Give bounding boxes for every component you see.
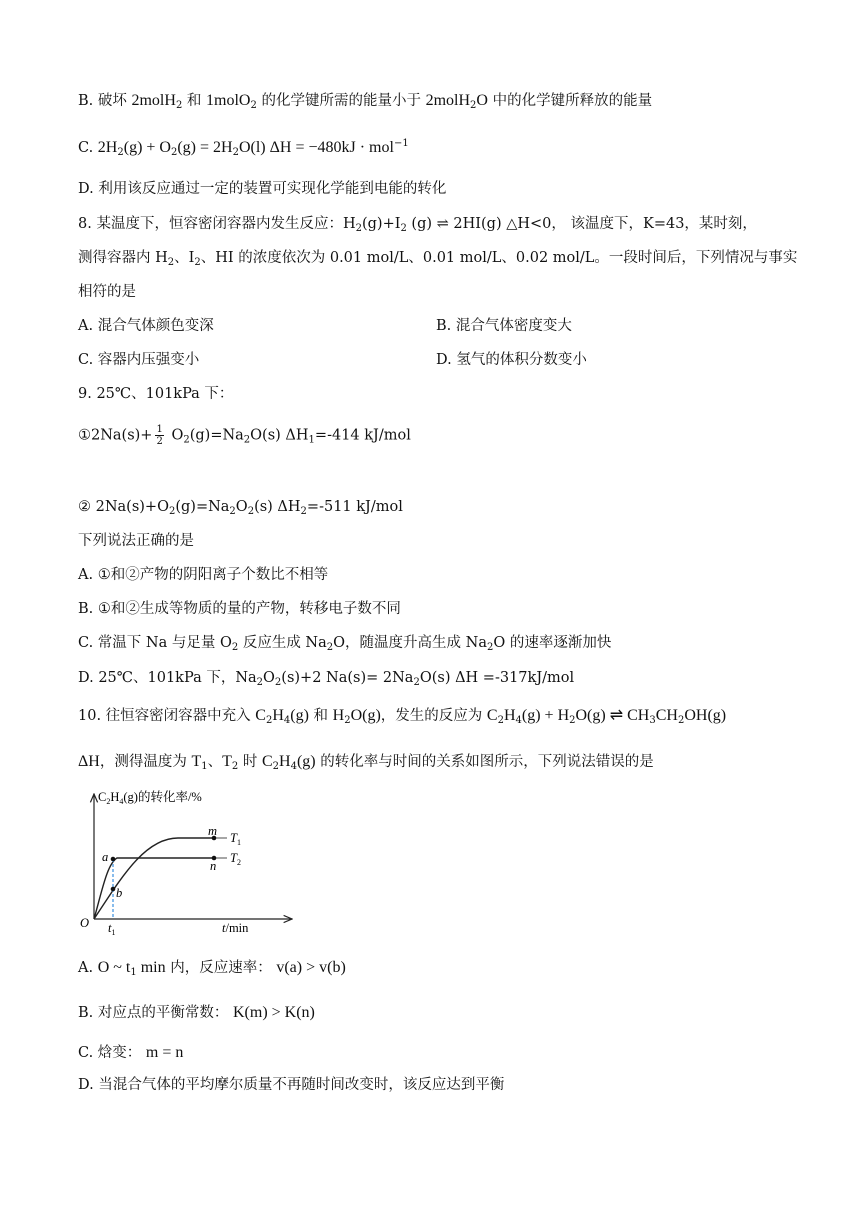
label-T1: $T_1$	[230, 831, 241, 847]
text: B. 对应点的平衡常数：	[78, 1005, 233, 1021]
formula: C	[261, 753, 273, 770]
subscript: 2	[326, 642, 334, 653]
formula: 2molH	[425, 92, 471, 109]
text: 的化学键所需的能量小于	[256, 93, 426, 109]
formula: 2molH	[131, 92, 176, 109]
point-b	[111, 887, 116, 892]
text: C.	[78, 140, 98, 156]
t1-label: $t_1$	[108, 921, 116, 936]
fraction	[155, 424, 163, 447]
subscript: 2	[247, 506, 255, 517]
text: C. 常温下 Na 与足量 O	[78, 635, 232, 651]
q7-option-d: D. 利用该反应通过一定的装置可实现化学能到电能的转化	[78, 181, 447, 197]
subscript: 2	[183, 434, 190, 446]
subscript: 2	[272, 761, 280, 772]
formula: OH(g)	[684, 707, 727, 724]
q10-option-d: D. 当混合气体的平均摩尔质量不再随时间改变时，该反应达到平衡	[78, 1077, 505, 1093]
label-n: n	[210, 859, 217, 873]
subscript: 3	[649, 715, 656, 726]
formula: T	[222, 753, 232, 770]
text: (s) ΔH	[254, 499, 301, 515]
q9-option-b: B. ①和②生成等物质的量的产物，转移电子数不同	[78, 601, 401, 617]
q9-equation-2	[78, 497, 403, 517]
q8-option-d: D. 氢气的体积分数变小	[436, 352, 587, 368]
q10-stem-line1	[78, 706, 726, 726]
text: D. 25℃、101kPa 下，Na	[78, 670, 257, 686]
subscript: 2	[168, 506, 176, 517]
q9-prompt: 下列说法正确的是	[78, 533, 194, 549]
formula: H	[503, 707, 516, 724]
subscript: 1	[130, 967, 137, 978]
text: (g)=Na	[189, 427, 244, 444]
subscript: 2	[486, 642, 494, 653]
text: A.	[78, 960, 98, 976]
text: 内，反应速率：	[165, 960, 277, 976]
formula: (g) + O	[123, 139, 171, 156]
subscript: 2	[175, 100, 183, 111]
text: 反应生成 Na	[238, 635, 327, 651]
q9-option-d	[78, 668, 574, 688]
subscript: 2	[256, 677, 264, 688]
q7-option-c	[78, 138, 409, 158]
subscript: 2	[117, 147, 124, 158]
text: ①2Na(s)+	[78, 427, 153, 444]
fraction-denominator: 2	[156, 436, 163, 447]
subscript: 2	[569, 715, 576, 726]
text: (g)+I	[361, 216, 401, 232]
subscript: 1	[201, 761, 208, 772]
subscript: 2	[232, 147, 239, 158]
text: ，测得温度为	[99, 754, 192, 770]
text: O	[166, 427, 184, 444]
subscript: 2	[344, 715, 351, 726]
subscript: 2	[170, 147, 178, 158]
q8-option-c: C. 容器内压强变小	[78, 352, 200, 368]
text: O 的速率逐渐加快	[493, 635, 612, 651]
text: 的转化率与时间的关系如图所示，下列说法错误的是	[315, 754, 654, 770]
x-axis-label: t/min	[222, 921, 249, 935]
label-T2: $T_2$	[230, 851, 241, 867]
text: O(s) ΔH	[250, 427, 309, 444]
text: 和	[308, 708, 333, 724]
q10-stem-line2	[78, 752, 654, 772]
subscript: 4	[515, 715, 522, 726]
text: (s)+2 Na(s)= 2Na	[281, 670, 414, 686]
q10-option-b	[78, 1003, 315, 1023]
subscript: 4	[290, 761, 297, 772]
subscript: 2	[355, 223, 362, 234]
point-a	[111, 857, 116, 862]
text: B. 破坏	[78, 93, 132, 109]
subscript: 1	[308, 434, 315, 446]
q9-option-c	[78, 633, 611, 653]
subscript: 2	[265, 715, 273, 726]
subscript: 2	[470, 100, 477, 111]
text: =-414 kJ/mol	[314, 427, 411, 444]
q8-stem-line1	[78, 214, 757, 234]
label-a: a	[102, 850, 109, 864]
formula: (g) + H	[521, 707, 570, 724]
formula: min	[136, 959, 166, 976]
q8-stem-line3: 相符的是	[78, 284, 136, 300]
fraction-numerator: 1	[156, 424, 163, 435]
q9-equation-1	[78, 424, 411, 447]
formula: K(m) > K(n)	[232, 1004, 315, 1021]
formula: O(l) ΔH = −480kJ · mol	[238, 139, 394, 156]
formula: CH	[655, 707, 678, 724]
text: 、HI 的浓度依次为 0.01 mol/L、0.01 mol/L、0.02 mol/L。一段时间后，下列情况与事实	[200, 250, 798, 266]
q8-option-b: B. 混合气体密度变大	[436, 318, 572, 334]
formula: (g)	[290, 707, 309, 724]
subscript: 2	[231, 642, 239, 653]
formula: C	[486, 707, 498, 724]
formula: O ~ t	[97, 959, 131, 976]
formula: H	[279, 753, 291, 770]
subscript: 2	[250, 100, 257, 111]
subscript: 2	[300, 506, 307, 517]
formula: 2H	[97, 139, 118, 156]
subscript: 2	[400, 223, 407, 234]
text: O(s) ΔH =-317kJ/mol	[419, 670, 575, 686]
subscript: 4	[283, 715, 291, 726]
q10-option-a	[78, 958, 346, 978]
q9-title: 9. 25℃、101kPa 下：	[78, 386, 234, 402]
formula: (g) = 2H	[177, 139, 233, 156]
subscript: 2	[243, 434, 251, 446]
subscript: 2	[497, 715, 504, 726]
text: =-511 kJ/mol	[306, 499, 403, 515]
text: O，随温度升高生成 Na	[333, 635, 487, 651]
curve-t1	[94, 838, 217, 919]
formula: C	[255, 707, 266, 724]
text: 和	[182, 93, 207, 109]
text: ② 2Na(s)+O	[78, 499, 169, 515]
q10-option-c	[78, 1043, 183, 1063]
label-b: b	[116, 886, 123, 900]
formula: (g)	[296, 753, 316, 770]
formula: ΔH	[78, 753, 100, 770]
q9-option-a: A. ①和②产物的阴阳离子个数比不相等	[78, 567, 329, 583]
subscript: 2	[413, 677, 420, 688]
formula: O	[476, 92, 488, 109]
text: O	[235, 499, 248, 515]
formula: O(g)	[350, 707, 381, 724]
label-m: m	[208, 824, 218, 838]
text: ，发生的反应为	[380, 708, 487, 724]
formula: H	[332, 707, 345, 724]
formula: 1molO	[206, 92, 251, 109]
subscript: 2	[167, 257, 175, 268]
subscript: 2	[194, 257, 201, 268]
text: (g) ⇌ 2HI(g) △H<0， 该温度下，K=43，某时刻，	[406, 216, 757, 232]
formula: O(g) ⇌ CH	[575, 707, 650, 724]
text: 8. 某温度下，恒容密闭容器内发生反应：H	[78, 216, 356, 232]
q7-option-b	[78, 91, 652, 111]
y-axis-label: $C_2H_4(g)$的转化率/%	[98, 790, 202, 806]
subscript: 2	[229, 506, 236, 517]
subscript: 2	[274, 677, 282, 688]
formula: H	[272, 707, 284, 724]
formula: v(a) > v(b)	[276, 959, 346, 976]
text: 、I	[174, 250, 195, 266]
text: C. 焓变：	[78, 1045, 146, 1061]
formula: m = n	[145, 1044, 184, 1061]
q8-stem-line2	[78, 248, 797, 268]
q8-option-a: A. 混合气体颜色变深	[78, 318, 214, 334]
text: O	[263, 670, 275, 686]
superscript: −1	[393, 138, 409, 149]
text: 测得容器内 H	[78, 250, 168, 266]
origin-label: O	[80, 916, 90, 930]
formula: T	[191, 753, 202, 770]
subscript: 2	[677, 715, 685, 726]
text: 10. 往恒容密闭容器中充入	[78, 708, 256, 724]
text: 中的化学键所释放的能量	[487, 93, 653, 109]
text: 时	[238, 754, 262, 770]
text: 、	[207, 754, 223, 770]
subscript: 2	[231, 761, 239, 772]
text: (g)=Na	[175, 499, 230, 515]
conversion-time-graph	[72, 786, 302, 936]
